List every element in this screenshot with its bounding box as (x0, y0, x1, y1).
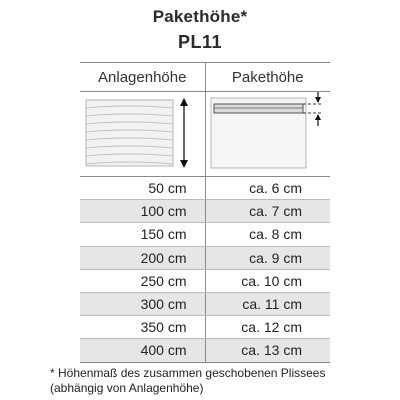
column-header-anlagenhoehe: Anlagenhöhe (80, 63, 205, 92)
anlagenhoehe-value: 150 cm (80, 223, 205, 246)
footnote-line-2: (abhängig von Anlagenhöhe) (50, 381, 204, 395)
table-row (80, 316, 330, 339)
pakethoehe-value: ca. 13 cm (205, 339, 330, 362)
anlagenhoehe-value: 50 cm (80, 177, 205, 200)
pleated-blind-packed-icon (206, 92, 331, 176)
column-header-pakethoehe: Pakethöhe (205, 63, 330, 92)
table-row (80, 200, 330, 223)
anlagenhoehe-value: 300 cm (80, 292, 205, 315)
product-code: PL11 (177, 32, 223, 52)
table-row (80, 246, 330, 269)
table-row (80, 177, 330, 200)
pleated-blind-extended-icon (80, 92, 205, 176)
table-row (80, 269, 330, 292)
page-title: Pakethöhe* (152, 7, 248, 26)
pakethoehe-value: ca. 8 cm (205, 223, 330, 246)
anlagenhoehe-value: 250 cm (80, 269, 205, 292)
pakethoehe-value: ca. 11 cm (205, 292, 330, 315)
table-row (80, 339, 330, 362)
table-row (80, 292, 330, 315)
anlagenhoehe-value: 400 cm (80, 339, 205, 362)
table-row (80, 223, 330, 246)
anlagenhoehe-value: 100 cm (80, 200, 205, 223)
package-height-table (80, 62, 330, 363)
pakethoehe-value: ca. 12 cm (205, 316, 330, 339)
anlagenhoehe-value: 200 cm (80, 246, 205, 269)
illustration-cell-packed (205, 92, 330, 177)
pakethoehe-value: ca. 9 cm (205, 246, 330, 269)
pakethoehe-value: ca. 6 cm (205, 177, 330, 200)
pakethoehe-value: ca. 7 cm (205, 200, 330, 223)
footnote-line-1: * Höhenmaß des zusammen geschobenen Plissees (50, 366, 326, 380)
pakethoehe-value: ca. 10 cm (205, 269, 330, 292)
illustration-cell-extended (80, 92, 205, 177)
footnote (50, 366, 390, 396)
anlagenhoehe-value: 350 cm (80, 316, 205, 339)
